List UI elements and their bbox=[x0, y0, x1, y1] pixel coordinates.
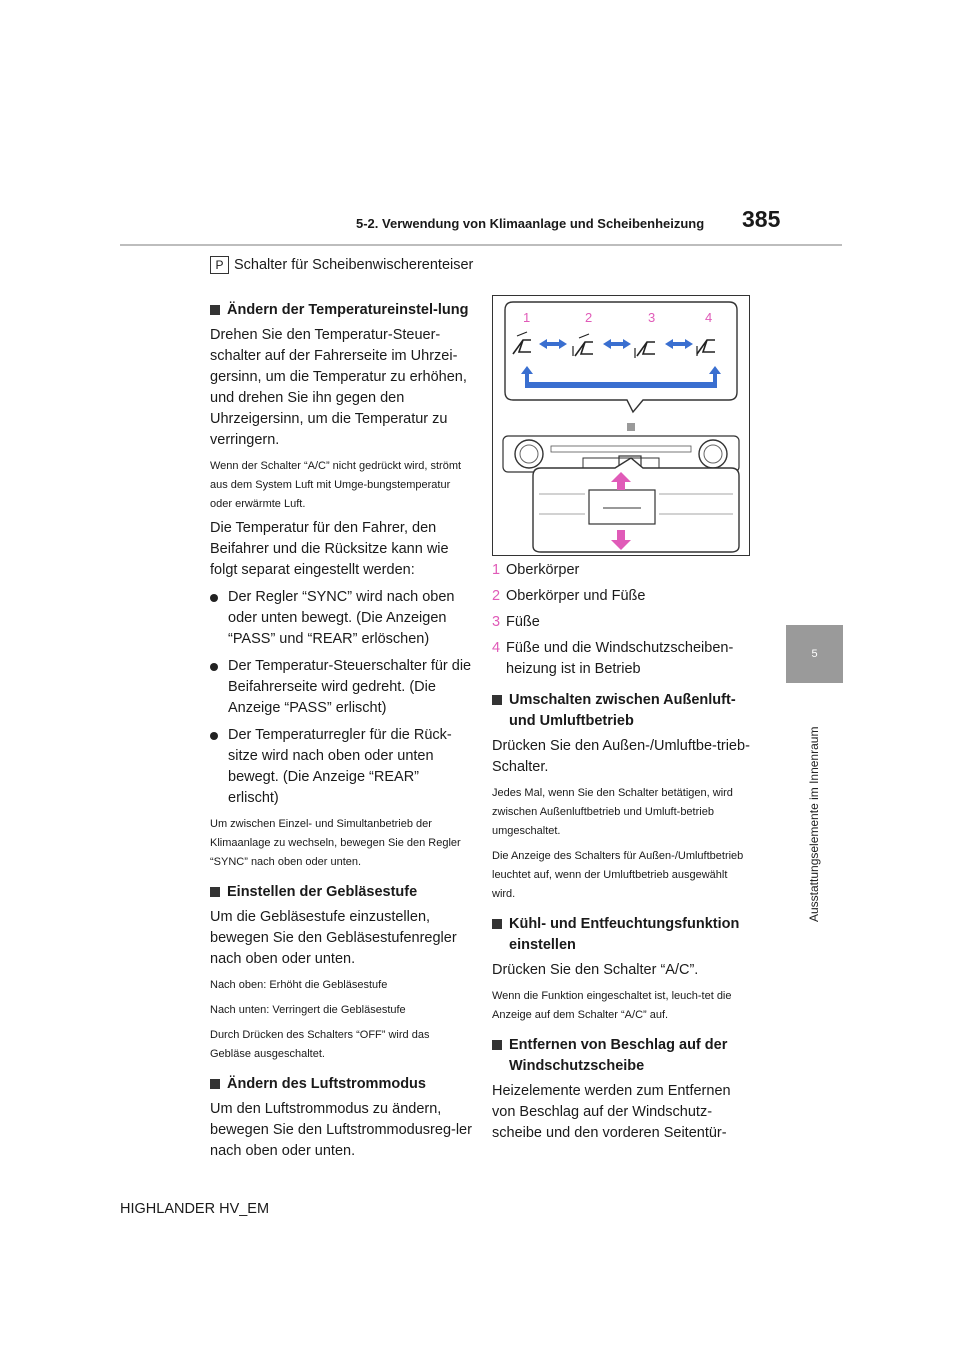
paragraph: Um die Gebläsestufe einzustellen, bewegen Sie den Gebläsestufenregler nach oben oder unten. bbox=[210, 909, 457, 967]
heading-recirculation: Umschalten zwischen Außenluft- und Umluftbetrieb bbox=[492, 690, 752, 732]
chapter-title bbox=[805, 690, 819, 930]
left-column bbox=[210, 290, 472, 1162]
mode-label-2: 2 bbox=[585, 310, 593, 325]
heading-defog: Entfernen von Beschlag auf der Windschutzscheibe bbox=[492, 1035, 752, 1077]
right-column bbox=[492, 560, 752, 1144]
note: Wenn der Schalter “A/C” nicht gedrückt wird, strömt aus dem System Luft mit Umge-bungstemperatur oder erwärmte Luft. bbox=[210, 460, 462, 510]
note: Wenn die Funktion eingeschaltet ist, leuch-tet die Anzeige auf dem Schalter “A/C” auf. bbox=[492, 990, 732, 1021]
heading-airflow-mode: Ändern des Luftstrommodus bbox=[210, 1074, 472, 1095]
paragraph: Drücken Sie den Außen-/Umluftbe-trieb-Schalter. bbox=[492, 738, 750, 775]
mode-item-number: 1 bbox=[492, 562, 501, 578]
mode-label-3: 3 bbox=[648, 310, 656, 325]
p-label-box: P bbox=[210, 256, 229, 274]
bullet-item: Der Temperatur-Steuerschalter für die Beifahrerseite wird gedreht. (Die Anzeige “PASS” erlischt) bbox=[210, 656, 472, 719]
note: Nach unten: Verringert die Gebläsestufe bbox=[210, 1004, 406, 1016]
paragraph: Um den Luftstrommodus zu ändern, bewegen Sie den Luftstrommodusreg-ler nach oben oder unten. bbox=[210, 1101, 472, 1159]
paragraph: Drücken Sie den Schalter “A/C”. bbox=[492, 962, 699, 978]
chapter-tab[interactable] bbox=[786, 625, 843, 683]
mode-item bbox=[492, 612, 752, 633]
mode-item-text: Oberkörper bbox=[506, 562, 580, 578]
mode-item-text: Oberkörper und Füße bbox=[506, 588, 646, 604]
note: Die Anzeige des Schalters für Außen-/Umluftbetrieb leuchtet auf, wenn der Umluftbetrieb ausgewählt wird. bbox=[492, 850, 744, 900]
note: Durch Drücken des Schalters “OFF” wird das Gebläse ausgeschaltet. bbox=[210, 1029, 430, 1060]
airflow-mode-figure bbox=[492, 295, 750, 556]
lever-closeup[interactable] bbox=[589, 490, 655, 524]
mode-label-4: 4 bbox=[705, 310, 713, 325]
note: Jedes Mal, wenn Sie den Schalter betätigen, wird zwischen Außenluftbetrieb und Umluft-betrieb umgeschaltet. bbox=[492, 787, 733, 837]
chapter-title-text: Ausstattungselemente im Innenraum bbox=[807, 726, 821, 922]
indicator-square bbox=[627, 423, 635, 431]
heading-ac: Kühl- und Entfeuchtungsfunktion einstellen bbox=[492, 914, 752, 956]
mode-item-text: Füße bbox=[506, 614, 540, 630]
mode-item bbox=[492, 586, 752, 607]
chapter-number: 5 bbox=[811, 648, 818, 660]
mode-item-number: 4 bbox=[492, 640, 501, 656]
paragraph: Drehen Sie den Temperatur-Steuer-schalter auf der Fahrerseite im Uhrzei-gersinn, um die Temperatur zu erhöhen, und drehen Sie ihn gegen den Uhrzeigersinn, um die Temperatur zu verringern. bbox=[210, 327, 467, 448]
header-divider bbox=[120, 244, 842, 246]
mode-item bbox=[492, 560, 752, 581]
heading-fan-speed: Einstellen der Gebläsestufe bbox=[210, 882, 472, 903]
bullet-item: Der Temperaturregler für die Rück-sitze wird nach oben oder unten bewegt. (Die Anzeige “REAR” erlischt) bbox=[210, 725, 472, 809]
intro-text: Schalter für Scheibenwischerenteiser bbox=[234, 257, 474, 273]
mode-item-text: Füße und die Windschutzscheiben-heizung ist in Betrieb bbox=[506, 640, 734, 677]
section-title: 5-2. Verwendung von Klimaanlage und Scheibenheizung bbox=[356, 216, 705, 231]
figure-illustration bbox=[493, 296, 749, 555]
mode-item-number: 2 bbox=[492, 588, 501, 604]
bullet-item: Der Regler “SYNC” wird nach oben oder unten bewegt. (Die Anzeigen “PASS” und “REAR” erlöschen) bbox=[210, 587, 472, 650]
mode-label-1: 1 bbox=[523, 310, 531, 325]
mode-item-number: 3 bbox=[492, 614, 501, 630]
paragraph: Heizelemente werden zum Entfernen von Beschlag auf der Windschutz-scheibe und den vorderen Seitentür- bbox=[492, 1083, 731, 1141]
footer-model: HIGHLANDER HV_EM bbox=[120, 1201, 270, 1217]
note: Nach oben: Erhöht die Gebläsestufe bbox=[210, 979, 388, 991]
intro-line bbox=[210, 256, 473, 274]
callout-top bbox=[505, 302, 737, 412]
mode-item bbox=[492, 638, 752, 680]
note: Um zwischen Einzel- und Simultanbetrieb der Klimaanlage zu wechseln, bewegen Sie den Regler “SYNC” nach oben oder unten. bbox=[210, 818, 461, 868]
page-number: 385 bbox=[742, 206, 781, 232]
heading-temperature: Ändern der Temperatureinstel-lung bbox=[210, 300, 472, 321]
paragraph: Die Temperatur für den Fahrer, den Beifahrer und die Rücksitze kann wie folgt separat eingestellt werden: bbox=[210, 520, 449, 578]
